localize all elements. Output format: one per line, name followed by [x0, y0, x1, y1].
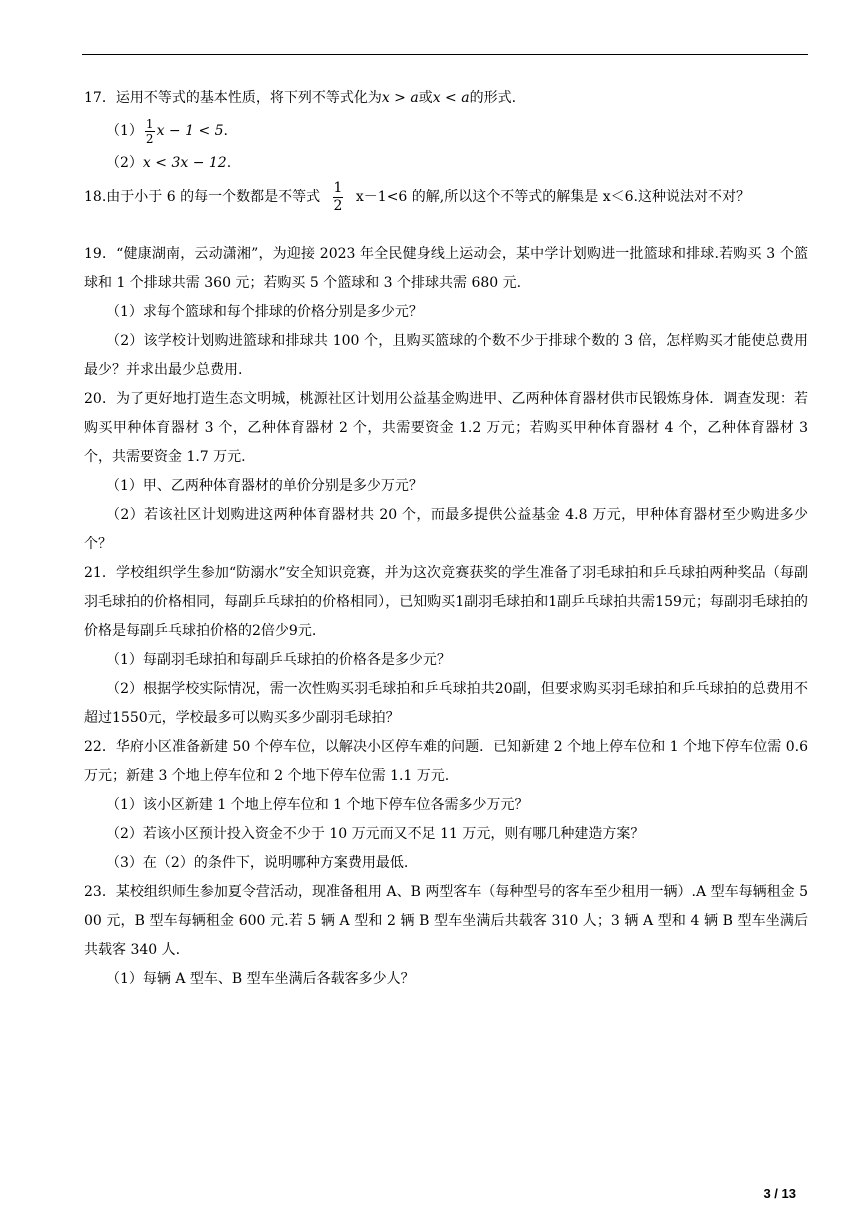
question-21-part-2: （2）根据学校实际情况，需一次性购买羽毛球拍和乒乓球拍共20副，但要求购买羽毛球拍和乒乓球拍的总费用不超过1550元，学校最多可以购买多少副羽毛球拍？: [84, 681, 808, 726]
question-19-part-1: （1）求每个篮球和每个排球的价格分别是多少元？: [106, 304, 423, 320]
question-19-part-2: （2）该学校计划购进篮球和排球共 100 个，且购买篮球的个数不少于排球个数的 3 倍，怎样购买才能使总费用最少？并求出最少总费用.: [84, 333, 808, 378]
question-23-stem: 23．某校组织师生参加夏令营活动，现准备租用 A、B 两型客车（每种型号的客车至少租用一辆）.A 型车每辆租金 500 元，B 型车每辆租金 600 元.若 5 辆 A 型和 2 辆 B 型车坐满后共载客 310 人；3 辆 A 型和 4 辆 B 型车坐满后共载客 340 人.: [84, 884, 808, 958]
question-21-stem: 21．学校组织学生参加“防溺水”安全知识竞赛，并为这次竞赛获奖的学生准备了羽毛球拍和乒乓球拍两种奖品（每副羽毛球拍的价格相同，每副乒乓球拍的价格相同），已知购买1副羽毛球拍和1副乒乓球拍共需159元；每副羽毛球拍的价格是每副乒乓球拍价格的2倍少9元.: [84, 565, 808, 639]
page-content: [84, 84, 808, 994]
question-17-stem: 17．运用不等式的基本性质，将下列不等式化为x > a或x < a的形式.: [84, 90, 517, 106]
question-17-part-2: （2）x < 3x − 12.: [106, 155, 232, 171]
question-17-part-1: （1） $\frac{1}{2}$ x − 1 < 5.: [106, 116, 228, 146]
question-18: 18.由于小于 6 的每一个数都是不等式 $\frac{1}{2}$ x－1<6 的解,所以这个不等式的解集是 x＜6.这种说法对不对？: [84, 179, 750, 214]
fraction: $\frac{1}{2}$: [145, 116, 154, 146]
question-21-part-1: （1）每副羽毛球拍和每副乒乓球拍的价格各是多少元？: [106, 652, 451, 668]
question-20-stem: 20．为了更好地打造生态文明城，桃源社区计划用公益基金购进甲、乙两种体育器材供市民锻炼身体．调查发现：若购买甲种体育器材 3 个，乙种体育器材 2 个，共需要资金 1.2 万元；若购买甲种体育器材 4 个，乙种体育器材 3 个，共需要资金 1.7 万元.: [84, 391, 808, 465]
question-22-part-3: （3）在（2）的条件下，说明哪种方案费用最低.: [106, 855, 409, 871]
question-20-part-2: （2）若该社区计划购进这两种体育器材共 20 个，而最多提供公益基金 4.8 万元，甲种体育器材至少购进多少个？: [84, 507, 808, 552]
fraction: $\frac{1}{2}$: [333, 179, 343, 214]
question-19-stem: 19．“健康湖南，云动潇湘”，为迎接 2023 年全民健身线上运动会，某中学计划购进一批篮球和排球.若购买 3 个篮球和 1 个排球共需 360 元；若购买 5 个篮球和 3 个排球共需 680 元.: [84, 246, 808, 291]
question-23-part-1: （1）每辆 A 型车、B 型车坐满后各载客多少人？: [106, 971, 415, 987]
question-20-part-1: （1）甲、乙两种体育器材的单价分别是多少万元？: [106, 478, 423, 494]
page-number: 3 / 13: [763, 1186, 796, 1201]
question-22-stem: 22．华府小区准备新建 50 个停车位，以解决小区停车难的问题．已知新建 2 个地上停车位和 1 个地下停车位需 0.6 万元；新建 3 个地上停车位和 2 个地下停车位需 1.1 万元.: [84, 739, 808, 784]
question-22-part-2: （2）若该小区预计投入资金不少于 10 万元而又不足 11 万元，则有哪几种建造方案？: [106, 826, 645, 842]
header-rule: [82, 54, 808, 55]
question-22-part-1: （1）该小区新建 1 个地上停车位和 1 个地下停车位各需多少万元？: [106, 797, 529, 813]
